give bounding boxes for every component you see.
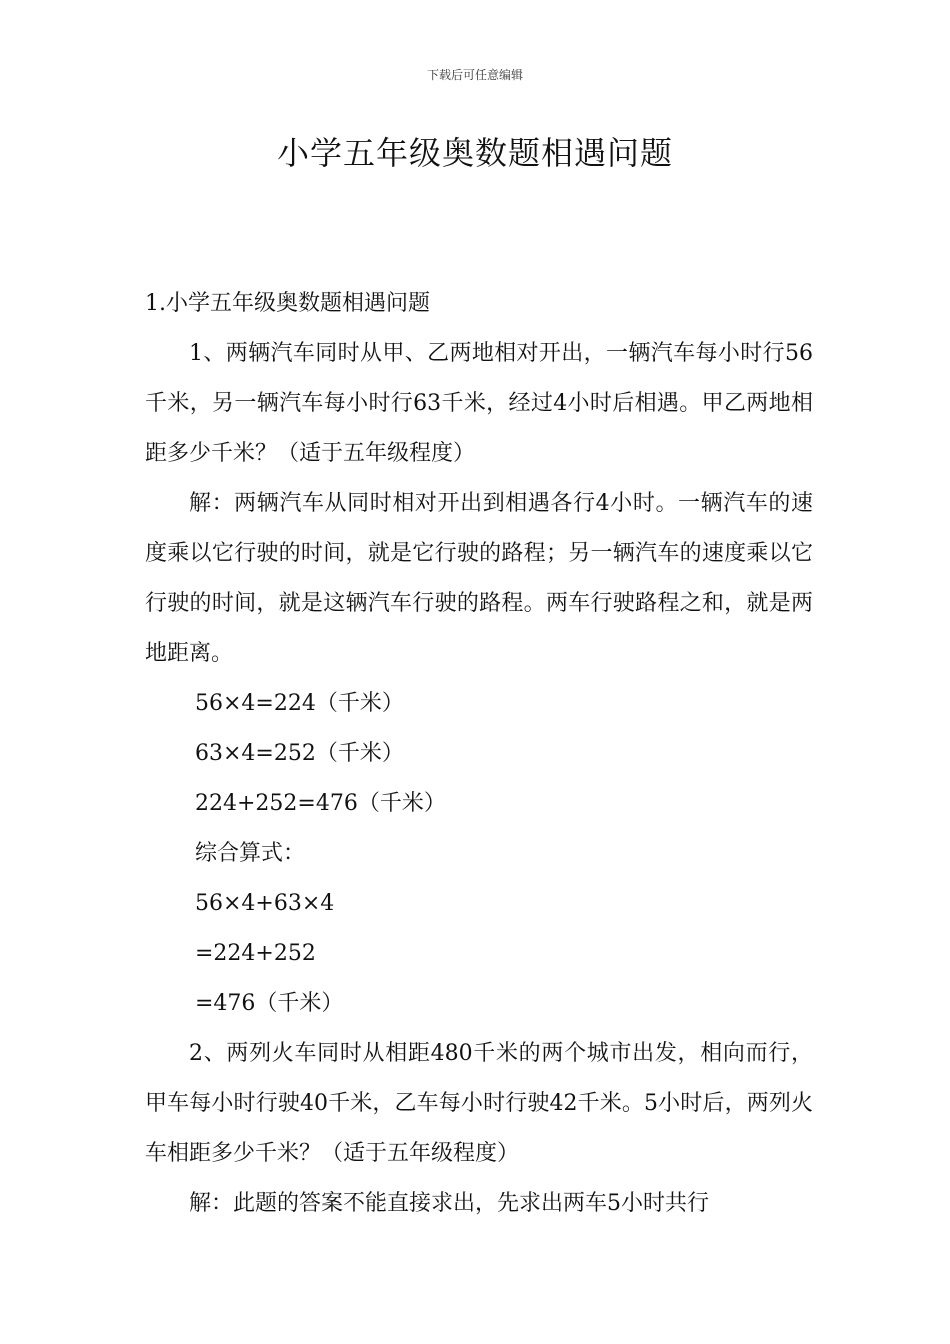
combined-step-2: =224+252 <box>195 941 316 966</box>
section-heading: 1.小学五年级奥数题相遇问题 <box>145 291 430 316</box>
document-title: 小学五年级奥数题相遇问题 <box>276 134 673 172</box>
document-body <box>145 279 813 1229</box>
problem-1-solution: 解：两辆汽车从同时相对开出到相遇各行4小时。一辆汽车的速度乘以它行驶的时间，就是它行驶的路程；另一辆汽车的速度乘以它行驶的时间，就是这辆汽车行驶的路程。两车行驶路程之和，就是两地距离。 <box>145 491 813 666</box>
problem-1-step-2: 63×4=252（千米） <box>195 741 404 766</box>
problem-2-question: 2、两列火车同时从相距480千米的两个城市出发，相向而行，甲车每小时行驶40千米，乙车每小时行驶42千米。5小时后，两列火车相距多少千米？（适于五年级程度） <box>145 1041 813 1166</box>
problem-1-step-1: 56×4=224（千米） <box>195 691 404 716</box>
problem-1-step-3: 224+252=476（千米） <box>195 791 446 816</box>
header-note: 下载后可任意编辑 <box>426 68 523 82</box>
combined-formula-label: 综合算式： <box>195 841 306 866</box>
combined-step-1: 56×4+63×4 <box>195 891 335 916</box>
problem-2-solution: 解：此题的答案不能直接求出，先求出两车5小时共行 <box>189 1191 709 1216</box>
problem-1-question: 1、两辆汽车同时从甲、乙两地相对开出，一辆汽车每小时行56千米，另一辆汽车每小时行63千米，经过4小时后相遇。甲乙两地相距多少千米？（适于五年级程度） <box>145 341 813 466</box>
combined-step-3: =476（千米） <box>195 991 344 1016</box>
